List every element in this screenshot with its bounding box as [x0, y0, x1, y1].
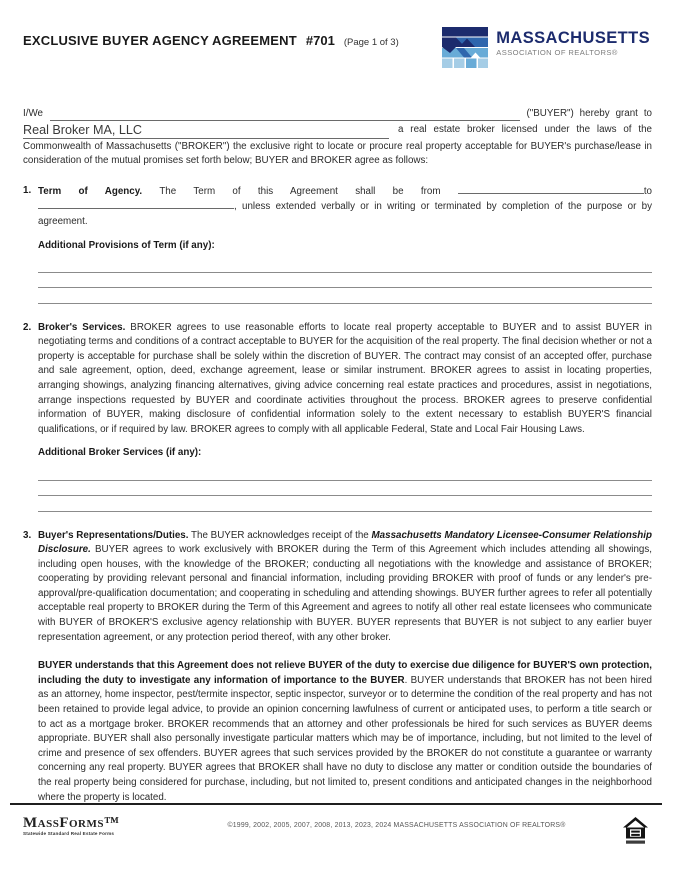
- page-count-label: (Page 1 of 3): [343, 37, 399, 48]
- additional-provisions-heading: Additional Provisions of Term (if any):: [38, 239, 215, 251]
- additional-broker-services-heading: Additional Broker Services (if any):: [38, 447, 202, 459]
- section-1-number: 1.: [23, 184, 32, 196]
- section-3-para1-text: BUYER agrees to work exclusively with BROKER during the Term of this Agreement which includes attending all showings, including open houses, with the knowledge of the BROKER; conducting all negotiations with the knowledge and assistance of BROKER; cooperating by providing relevant personal and financial information, including providing BROKER with proof of funds or any lender's pre-approval/pre-qualification documentation; and cooperating in scheduling and attending showings. BUYER further agrees to refer all potentially acceptable real property to BROKER during the Term of this Agreement and agrees to notify all other real estate licensees who communicate with BUYER of BROKER'S exclusive agency relationship with BUYER. BUYER represents that BUYER is not subject to any earlier buyer representation agreement, or any protection period thereof, with any other broker.: [38, 544, 652, 643]
- section-3-lead-text: The BUYER acknowledges receipt of the: [191, 529, 369, 541]
- buyer-designation-text: ("BUYER") hereby grant to: [526, 108, 652, 119]
- document-footer: [10, 803, 662, 851]
- additional-broker-services-line-1[interactable]: [38, 465, 652, 481]
- mar-logo-org-name: MASSACHUSETTS: [496, 29, 650, 47]
- i-we-label: I/We: [23, 108, 43, 119]
- section-3-number: 3.: [23, 529, 32, 541]
- mar-logo-icon: [442, 27, 488, 74]
- additional-provisions-line-3[interactable]: [38, 288, 652, 304]
- section-2-heading: Broker's Services.: [38, 321, 126, 333]
- section-term-of-agency: [23, 184, 652, 304]
- to-label: to: [643, 185, 652, 197]
- section-buyers-representations: [23, 529, 652, 806]
- massforms-title: MassForms™: [23, 815, 120, 831]
- section-1-text-before-from: The Term of this Agreement shall be from: [159, 185, 441, 197]
- section-1-heading: Term of Agency.: [38, 185, 143, 197]
- section-1-text-rest: , unless extended verbally or in writing or terminated by completion of the purpose or by agreement.: [38, 201, 652, 227]
- document-header: [23, 29, 652, 81]
- term-end-date-field[interactable]: [38, 199, 234, 209]
- equal-housing-opportunity-icon: [620, 817, 650, 851]
- intro-paragraph: [23, 107, 652, 169]
- additional-provisions-line-1[interactable]: [38, 257, 652, 273]
- copyright-text: ©1999, 2002, 2005, 2007, 2008, 2013, 2023, 2024 MASSACHUSETTS ASSOCIATION OF REALTORS®: [227, 822, 566, 829]
- page-title: EXCLUSIVE BUYER AGENCY AGREEMENT: [23, 33, 297, 48]
- intro-body-text: Commonwealth of Massachusetts ("BROKER") the exclusive right to locate or procure real property acceptable for BUYER's purchase/lease in consideration of the mutual promises set forth below; BUYER and BROKER agree as follows:: [23, 140, 652, 167]
- section-2-body-text: BROKER agrees to use reasonable efforts to locate real property acceptable to BUYER and to assist BUYER in negotiating terms and conditions of a contract acceptable to BUYER for the acquisition of the real property. The final decision whether or not a property is acceptable for purchase shall be solely within the discretion of BUYER. The contract may consist of an accepted offer, purchase and sale agreement, option, deed, exchange agreement, lease or similar instrument. BROKER agrees to assist in locating properties, arranging showings, analyzing financing alternatives, giving advice concerning real estate practices and procedures, assist in negotiations, arrange inspections requested by BUYER and coordinate activities throughout the process. BROKER agrees to preserve confidential information of BUYER, making disclosure of confidential information solely to the extent necessary to establish BUYER'S financial qualifications, or if required by law. BROKER agrees to comply with all applicable Federal, State and Local Fair Housing Laws.: [38, 321, 652, 435]
- section-3-para2-bold-text: BUYER understands that this Agreement does not relieve BUYER of the duty to exercise due diligence for BUYER'S own protection, including the duty to investigate any information of importance to the BUYER: [38, 660, 652, 686]
- term-start-date-field[interactable]: [458, 184, 644, 194]
- section-3-heading: Buyer's Representations/Duties.: [38, 529, 189, 541]
- mar-logo-org-subtitle: ASSOCIATION OF REALTORS®: [496, 48, 618, 57]
- section-3-para2-text: . BUYER understands that BROKER has not been hired as an attorney, home inspector, pest/termite inspector, septic inspector, surveyor or to determine the condition of the real property and has not been retained to provide legal advice, to provide an opinion concerning lawfulness of current or anticipated uses, to perform a title search or to act as a mortgage broker. BROKER recommends that an attorney and other professionals be hired for such services as BUYER deems appropriate. BUYER shall also personally investigate particular matters which may be of importance, including, but not limited to the level of crime and presence of sex offenders. BUYER agrees that such services provided by the BROKER do not constitute a guarantee or warranty concerning any real property. BUYER agrees that BROKER shall have no duty to disclose any matter or condition outside the boundaries of the real property being considered for purchase, including, but not limited to, present conditions and anticipated changes in the neighborhood where the property is located.: [38, 674, 652, 803]
- form-number: #701: [305, 33, 335, 48]
- section-brokers-services: [23, 321, 652, 512]
- massforms-subtitle: Statewide Standard Real Estate Forms: [23, 831, 115, 836]
- disclosure-title-text: Massachusetts Mandatory Licensee-Consumer Relationship Disclosure.: [38, 529, 652, 556]
- additional-broker-services-line-2[interactable]: [38, 481, 652, 497]
- mar-logo: [442, 27, 650, 74]
- section-2-number: 2.: [23, 321, 32, 333]
- broker-line-text: a real estate broker licensed under the laws of the: [398, 124, 652, 135]
- additional-broker-services-line-3[interactable]: [38, 496, 652, 512]
- buyer-name-field[interactable]: [50, 110, 520, 121]
- broker-name-field[interactable]: Real Broker MA, LLC: [23, 123, 389, 139]
- additional-provisions-line-2[interactable]: [38, 273, 652, 289]
- massforms-logo: [23, 816, 173, 836]
